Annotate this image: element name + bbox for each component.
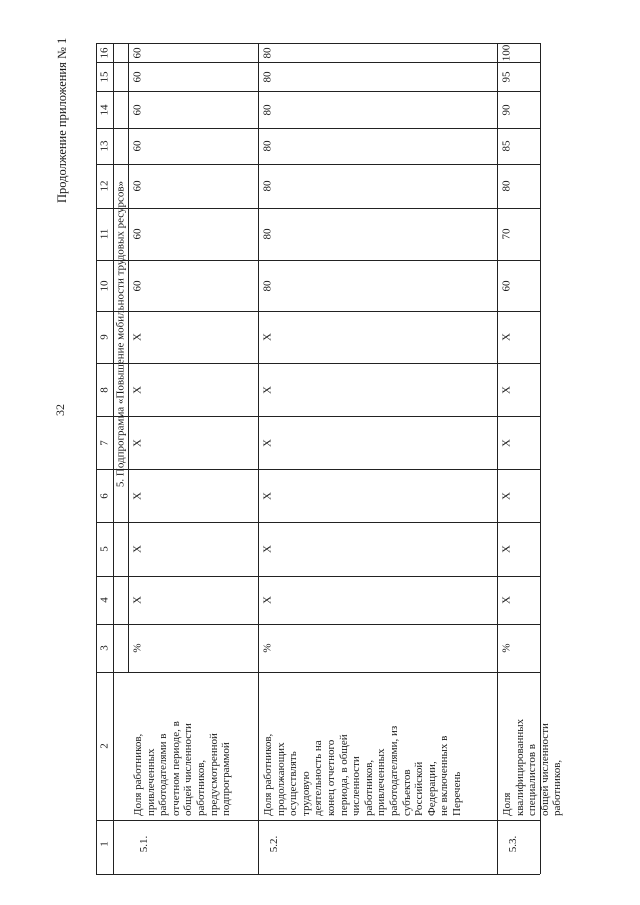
row-number: 5.3. xyxy=(506,835,519,853)
text-line: специалистов в xyxy=(526,744,539,816)
column-separator xyxy=(96,624,540,625)
value-cell: 60 xyxy=(131,228,144,240)
column-number-3: 3 xyxy=(98,645,111,651)
column-number-4: 4 xyxy=(98,597,111,603)
text-line: подпрограммой xyxy=(220,742,233,816)
value-cell: 60 xyxy=(131,104,144,115)
text-line: конец отчетного xyxy=(324,739,337,816)
unit-label: % xyxy=(500,643,513,653)
column-number-12: 12 xyxy=(98,180,111,192)
value-cell: 60 xyxy=(131,47,144,58)
column-separator xyxy=(96,363,540,364)
row-number: 5.2. xyxy=(267,835,280,853)
value-cell: X xyxy=(261,438,274,447)
value-cell: X xyxy=(261,333,274,341)
text-line: Доля xyxy=(501,792,513,816)
indicators-table xyxy=(96,43,564,874)
unit-label: % xyxy=(261,643,274,653)
value-cell: 80 xyxy=(261,140,274,152)
value-cell: X xyxy=(131,438,144,447)
value-cell: X xyxy=(131,545,144,553)
text-line: общей численности xyxy=(538,723,551,816)
column-number-9: 9 xyxy=(98,334,111,340)
value-cell: 80 xyxy=(261,71,274,82)
text-line: работников, xyxy=(362,759,375,816)
value-cell: 70 xyxy=(500,228,513,240)
text-line: трудовую xyxy=(299,771,312,816)
text-line: Доля работников, xyxy=(262,733,274,816)
text-line: общей численности xyxy=(182,723,195,816)
column-number-5: 5 xyxy=(98,546,111,552)
value-cell: 95 xyxy=(500,71,513,82)
column-separator xyxy=(96,416,540,417)
value-cell: 80 xyxy=(261,104,274,115)
column-number-10: 10 xyxy=(98,280,111,291)
text-line: численности xyxy=(350,756,363,816)
text-line: субъектов xyxy=(400,769,413,816)
column-separator xyxy=(96,522,540,523)
column-separator xyxy=(96,62,540,63)
value-cell: X xyxy=(261,545,274,553)
value-cell: X xyxy=(131,596,144,604)
column-number-8: 8 xyxy=(98,386,111,393)
text-line: Перечень xyxy=(450,771,463,816)
column-separator xyxy=(96,311,540,312)
value-cell: X xyxy=(500,491,513,500)
value-cell: 80 xyxy=(261,228,274,240)
text-line: не включенных в xyxy=(438,735,451,816)
page-number: 32 xyxy=(53,404,67,416)
table-border-top xyxy=(96,43,540,44)
column-number-15: 15 xyxy=(98,71,111,82)
text-line: деятельность на xyxy=(312,740,325,816)
text-line: работников, xyxy=(551,759,564,816)
value-cell: 90 xyxy=(500,104,513,115)
unit-label: % xyxy=(131,643,144,653)
value-cell: X xyxy=(500,596,513,604)
value-cell: 60 xyxy=(131,180,144,192)
text-line: осуществлять xyxy=(287,751,300,816)
column-number-6: 6 xyxy=(98,492,111,499)
subprogram-title: 5. Подпрограмма «Повышение мобильности трудовых ресурсов» xyxy=(114,180,127,487)
value-cell: 100 xyxy=(500,44,513,61)
column-separator xyxy=(96,164,540,165)
indicator-name xyxy=(262,726,464,816)
text-line: периода, в общей xyxy=(337,734,350,816)
value-cell: X xyxy=(261,596,274,604)
column-separator xyxy=(96,576,540,577)
text-line: привлеченных xyxy=(144,748,157,816)
value-cell: X xyxy=(131,385,144,394)
text-line: продолжающих xyxy=(274,742,287,816)
value-cell: 85 xyxy=(500,140,513,152)
row-number: 5.1. xyxy=(137,835,150,853)
value-cell: X xyxy=(261,491,274,500)
table-border-bottom xyxy=(96,874,540,875)
column-number-14: 14 xyxy=(98,104,111,115)
value-cell: 60 xyxy=(500,280,513,291)
value-cell: X xyxy=(131,491,144,500)
text-line: квалифицированных xyxy=(513,718,526,816)
value-cell: 80 xyxy=(261,280,274,291)
value-cell: X xyxy=(261,385,274,394)
text-line: работодателями в xyxy=(157,733,170,816)
column-separator xyxy=(96,208,540,209)
text-line: Доля работников, xyxy=(132,733,144,816)
value-cell: X xyxy=(500,545,513,553)
value-cell: X xyxy=(500,333,513,341)
value-cell: 60 xyxy=(131,71,144,82)
value-cell: 60 xyxy=(131,280,144,291)
value-cell: X xyxy=(500,385,513,394)
column-number-7: 7 xyxy=(98,439,111,446)
text-line: работодателями, из xyxy=(387,725,400,816)
text-line: отчетном периоде, в xyxy=(169,721,182,816)
text-line: Федерации, xyxy=(425,761,438,816)
column-separator xyxy=(96,128,540,129)
column-number-1: 1 xyxy=(98,841,111,847)
value-cell: 60 xyxy=(131,140,144,152)
column-separator xyxy=(96,469,540,470)
column-number-13: 13 xyxy=(98,140,111,152)
text-line: предусмотренной xyxy=(207,733,220,816)
text-line: работников, xyxy=(194,759,207,816)
column-separator xyxy=(96,260,540,261)
column-separator xyxy=(96,91,540,92)
column-number-16: 16 xyxy=(98,47,111,58)
column-number-2: 2 xyxy=(98,743,111,749)
appendix-caption: Продолжение приложения № 1 xyxy=(55,37,69,203)
value-cell: 80 xyxy=(500,180,513,192)
value-cell: X xyxy=(131,333,144,341)
value-cell: 80 xyxy=(261,47,274,58)
text-line: Российской xyxy=(413,761,426,816)
value-cell: 80 xyxy=(261,180,274,192)
text-line: привлеченных xyxy=(375,748,388,816)
column-number-11: 11 xyxy=(98,228,111,240)
value-cell: X xyxy=(500,438,513,447)
indicator-name xyxy=(132,721,233,816)
indicator-name xyxy=(501,719,564,816)
